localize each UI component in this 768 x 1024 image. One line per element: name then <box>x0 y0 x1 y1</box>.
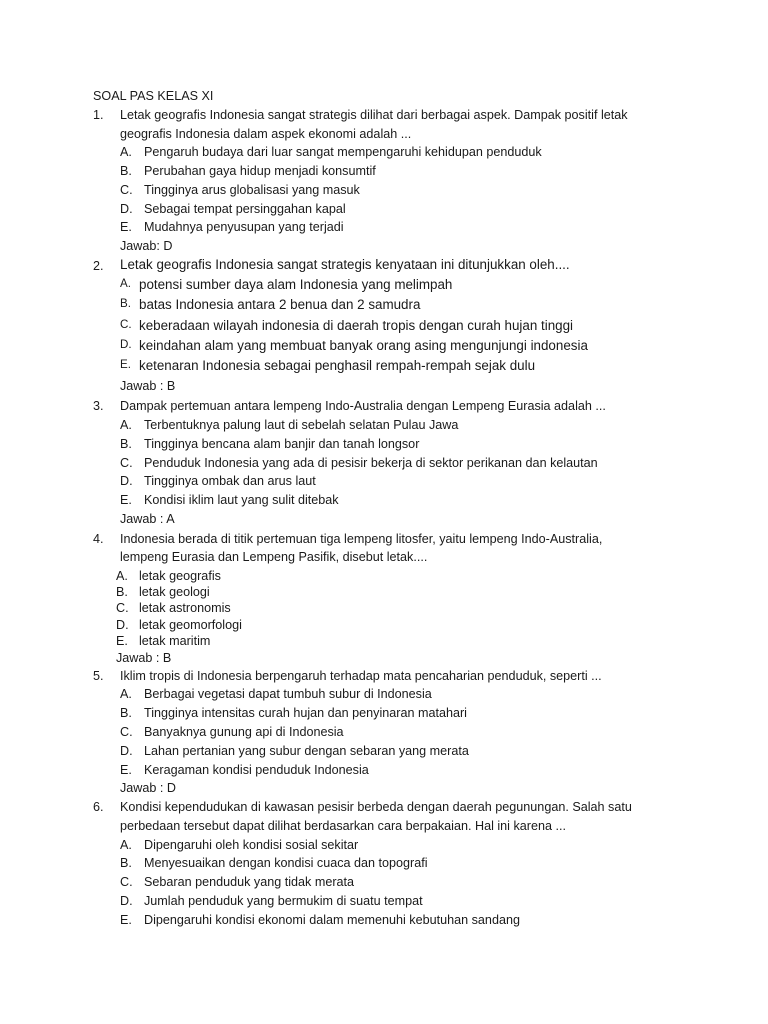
question-text: Letak geografis Indonesia sangat strategis kenyataan ini ditunjukkan oleh.... <box>120 257 570 272</box>
option-text: letak geologi <box>139 585 210 599</box>
option-text: Menyesuaikan dengan kondisi cuaca dan topografi <box>144 856 428 870</box>
option-text: Keragaman kondisi penduduk Indonesia <box>144 763 369 777</box>
question-text: geografis Indonesia dalam aspek ekonomi adalah ... <box>120 127 412 141</box>
option-text: Kondisi iklim laut yang sulit ditebak <box>144 493 339 507</box>
question-number: 5. <box>93 669 104 683</box>
option-text: Terbentuknya palung laut di sebelah selatan Pulau Jawa <box>144 418 459 432</box>
option-label: E. <box>120 220 132 234</box>
option-label: D. <box>120 894 133 908</box>
option-label: E. <box>120 913 132 927</box>
option-label: D. <box>120 744 133 758</box>
option-text: ketenaran Indonesia sebagai penghasil rempah-rempah sejak dulu <box>139 358 536 373</box>
question-number: 6. <box>93 800 104 814</box>
option-text: keindahan alam yang membuat banyak orang asing mengunjungi indonesia <box>139 338 588 353</box>
question-text: Kondisi kependudukan di kawasan pesisir berbeda dengan daerah pegunungan. Salah satu <box>120 800 632 814</box>
option-label: E. <box>120 763 132 777</box>
option-label: A. <box>120 687 132 701</box>
answer-key: Jawab : A <box>120 512 175 526</box>
option-text: Tingginya bencana alam banjir dan tanah longsor <box>144 437 420 451</box>
option-label: B. <box>120 706 132 720</box>
option-text: Sebaran penduduk yang tidak merata <box>144 875 355 889</box>
option-label: E. <box>120 493 132 507</box>
option-label: E. <box>120 358 131 371</box>
option-text: Tingginya intensitas curah hujan dan penyinaran matahari <box>144 706 467 720</box>
option-text: letak astronomis <box>139 601 231 615</box>
option-label: E. <box>116 634 128 648</box>
option-label: C. <box>120 456 133 470</box>
option-text: batas Indonesia antara 2 benua dan 2 samudra <box>139 297 421 312</box>
option-label: A. <box>120 277 131 290</box>
question-text: lempeng Eurasia dan Lempeng Pasifik, disebut letak.... <box>120 550 428 564</box>
option-label: B. <box>116 585 128 599</box>
option-label: C. <box>116 601 129 615</box>
question-text: Dampak pertemuan antara lempeng Indo-Australia dengan Lempeng Eurasia adalah ... <box>120 399 606 413</box>
option-text: Perubahan gaya hidup menjadi konsumtif <box>144 164 376 178</box>
option-text: letak maritim <box>139 634 211 648</box>
option-text: Dipengaruhi oleh kondisi sosial sekitar <box>144 838 359 852</box>
question-number: 2. <box>93 259 104 273</box>
option-label: B. <box>120 856 132 870</box>
option-text: Tingginya ombak dan arus laut <box>144 474 316 488</box>
option-text: Dipengaruhi kondisi ekonomi dalam memenuhi kebutuhan sandang <box>144 913 520 927</box>
question-text: Iklim tropis di Indonesia berpengaruh terhadap mata pencaharian penduduk, seperti ... <box>120 669 602 683</box>
option-label: A. <box>120 418 132 432</box>
option-label: C. <box>120 725 133 739</box>
question-number: 4. <box>93 532 104 546</box>
option-label: D. <box>116 618 129 632</box>
option-text: potensi sumber daya alam Indonesia yang melimpah <box>139 277 453 292</box>
option-text: Tingginya arus globalisasi yang masuk <box>144 183 360 197</box>
option-text: Pengaruh budaya dari luar sangat mempengaruhi kehidupan penduduk <box>144 145 542 159</box>
option-text: letak geografis <box>139 569 221 583</box>
option-label: B. <box>120 437 132 451</box>
option-label: A. <box>120 838 132 852</box>
question-text: perbedaan tersebut dapat dilihat berdasarkan cara berpakaian. Hal ini karena ... <box>120 819 566 833</box>
option-text: Lahan pertanian yang subur dengan sebaran yang merata <box>144 744 469 758</box>
option-label: B. <box>120 164 132 178</box>
question-number: 3. <box>93 399 104 413</box>
answer-key: Jawab : D <box>120 781 176 795</box>
option-text: keberadaan wilayah indonesia di daerah tropis dengan curah hujan tinggi <box>139 318 574 333</box>
option-label: D. <box>120 202 133 216</box>
option-text: Penduduk Indonesia yang ada di pesisir bekerja di sektor perikanan dan kelautan <box>144 456 598 470</box>
option-label: C. <box>120 183 133 197</box>
option-label: D. <box>120 338 132 351</box>
question-text: Indonesia berada di titik pertemuan tiga lempeng litosfer, yaitu lempeng Indo-Australia, <box>120 532 603 546</box>
answer-key: Jawab : B <box>120 379 176 393</box>
option-text: Mudahnya penyusupan yang terjadi <box>144 220 344 234</box>
question-text: Letak geografis Indonesia sangat strategis dilihat dari berbagai aspek. Dampak positif letak <box>120 108 628 122</box>
option-text: letak geomorfologi <box>139 618 242 632</box>
option-label: C. <box>120 875 133 889</box>
option-label: D. <box>120 474 133 488</box>
option-text: Sebagai tempat persinggahan kapal <box>144 202 346 216</box>
option-label: A. <box>120 145 132 159</box>
option-label: A. <box>116 569 128 583</box>
question-number: 1. <box>93 108 104 122</box>
answer-key: Jawab : B <box>116 651 172 665</box>
option-text: Jumlah penduduk yang bermukim di suatu tempat <box>144 894 423 908</box>
document-title: SOAL PAS KELAS XI <box>93 89 214 103</box>
option-text: Berbagai vegetasi dapat tumbuh subur di Indonesia <box>144 687 432 701</box>
option-text: Banyaknya gunung api di Indonesia <box>144 725 344 739</box>
option-label: C. <box>120 318 132 331</box>
answer-key: Jawab: D <box>120 239 173 253</box>
option-label: B. <box>120 297 131 310</box>
